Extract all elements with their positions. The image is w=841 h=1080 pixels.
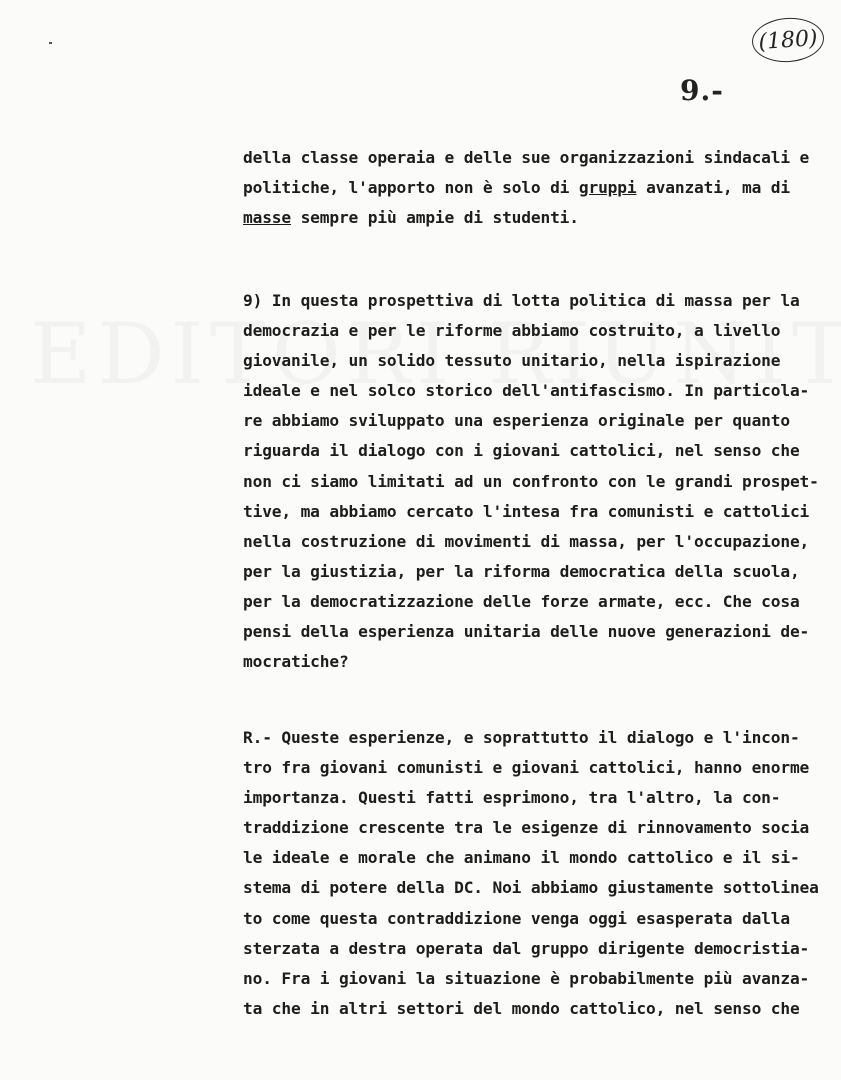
text-line: per la giustizia, per la riforma democratica della scuola, [243, 561, 800, 581]
ink-speck [49, 42, 52, 44]
text-line: mocratiche? [243, 652, 349, 672]
text-line: masse sempre più ampie di studenti. [243, 208, 579, 228]
text-line: tro fra giovani comunisti e giovani cattolici, hanno enorme [243, 758, 810, 778]
text-line: ideale e nel solco storico dell'antifascismo. In particola- [243, 381, 810, 401]
text-line: re abbiamo sviluppato una esperienza originale per quanto [243, 411, 790, 431]
page-number: 9.- [680, 74, 724, 107]
text-line: traddizione crescente tra le esigenze di rinnovamento socia [243, 818, 810, 838]
text-line: per la democratizzazione delle forze armate, ecc. Che cosa [243, 591, 800, 611]
continuation-paragraph [243, 143, 841, 233]
text-line: nella costruzione di movimenti di massa, per l'occupazione, [243, 531, 810, 551]
text-line: ta che in altri settori del mondo cattolico, nel senso che [243, 998, 800, 1018]
text-line: della classe operaia e delle sue organizzazioni sindacali e [243, 148, 810, 167]
underlined-word: gruppi [578, 178, 637, 198]
text-line: stema di potere della DC. Noi abbiamo giustamente sottolinea [243, 878, 819, 898]
text-line: tive, ma abbiamo cercato l'intesa fra comunisti e cattolici [243, 501, 810, 521]
question-paragraph [243, 286, 841, 677]
text-line: to come questa contraddizione venga oggi esasperata dalla [243, 908, 790, 928]
text-line: R.- Queste esperienze, e soprattutto il dialogo e l'incon- [243, 728, 800, 747]
text-line: no. Fra i giovani la situazione è probabilmente più avanza- [243, 968, 810, 988]
text-line: 9) In questa prospettiva di lotta politica di massa per la [243, 291, 800, 310]
text-line: giovanile, un solido tessuto unitario, nella ispirazione [243, 351, 781, 371]
underlined-word: masse [243, 208, 291, 228]
text-line: democrazia e per le riforme abbiamo costruito, a livello [243, 321, 781, 341]
archive-number-stamp: (180) [751, 16, 826, 65]
text-line: non ci siamo limitati ad un confronto con le grandi prospet- [243, 471, 819, 491]
text-line: riguarda il dialogo con i giovani cattolici, nel senso che [243, 441, 800, 461]
answer-paragraph [243, 723, 841, 1024]
text-line: pensi della esperienza unitaria delle nuove generazioni de- [243, 622, 810, 642]
text-line: politiche, l'apporto non è solo di gruppi avanzati, ma di [243, 178, 790, 198]
text-line: importanza. Questi fatti esprimono, tra l'altro, la con- [243, 788, 781, 808]
text-line: le ideale e morale che animano il mondo cattolico e il si- [243, 848, 800, 868]
text-line: sterzata a destra operata dal gruppo dirigente democristia- [243, 938, 810, 958]
